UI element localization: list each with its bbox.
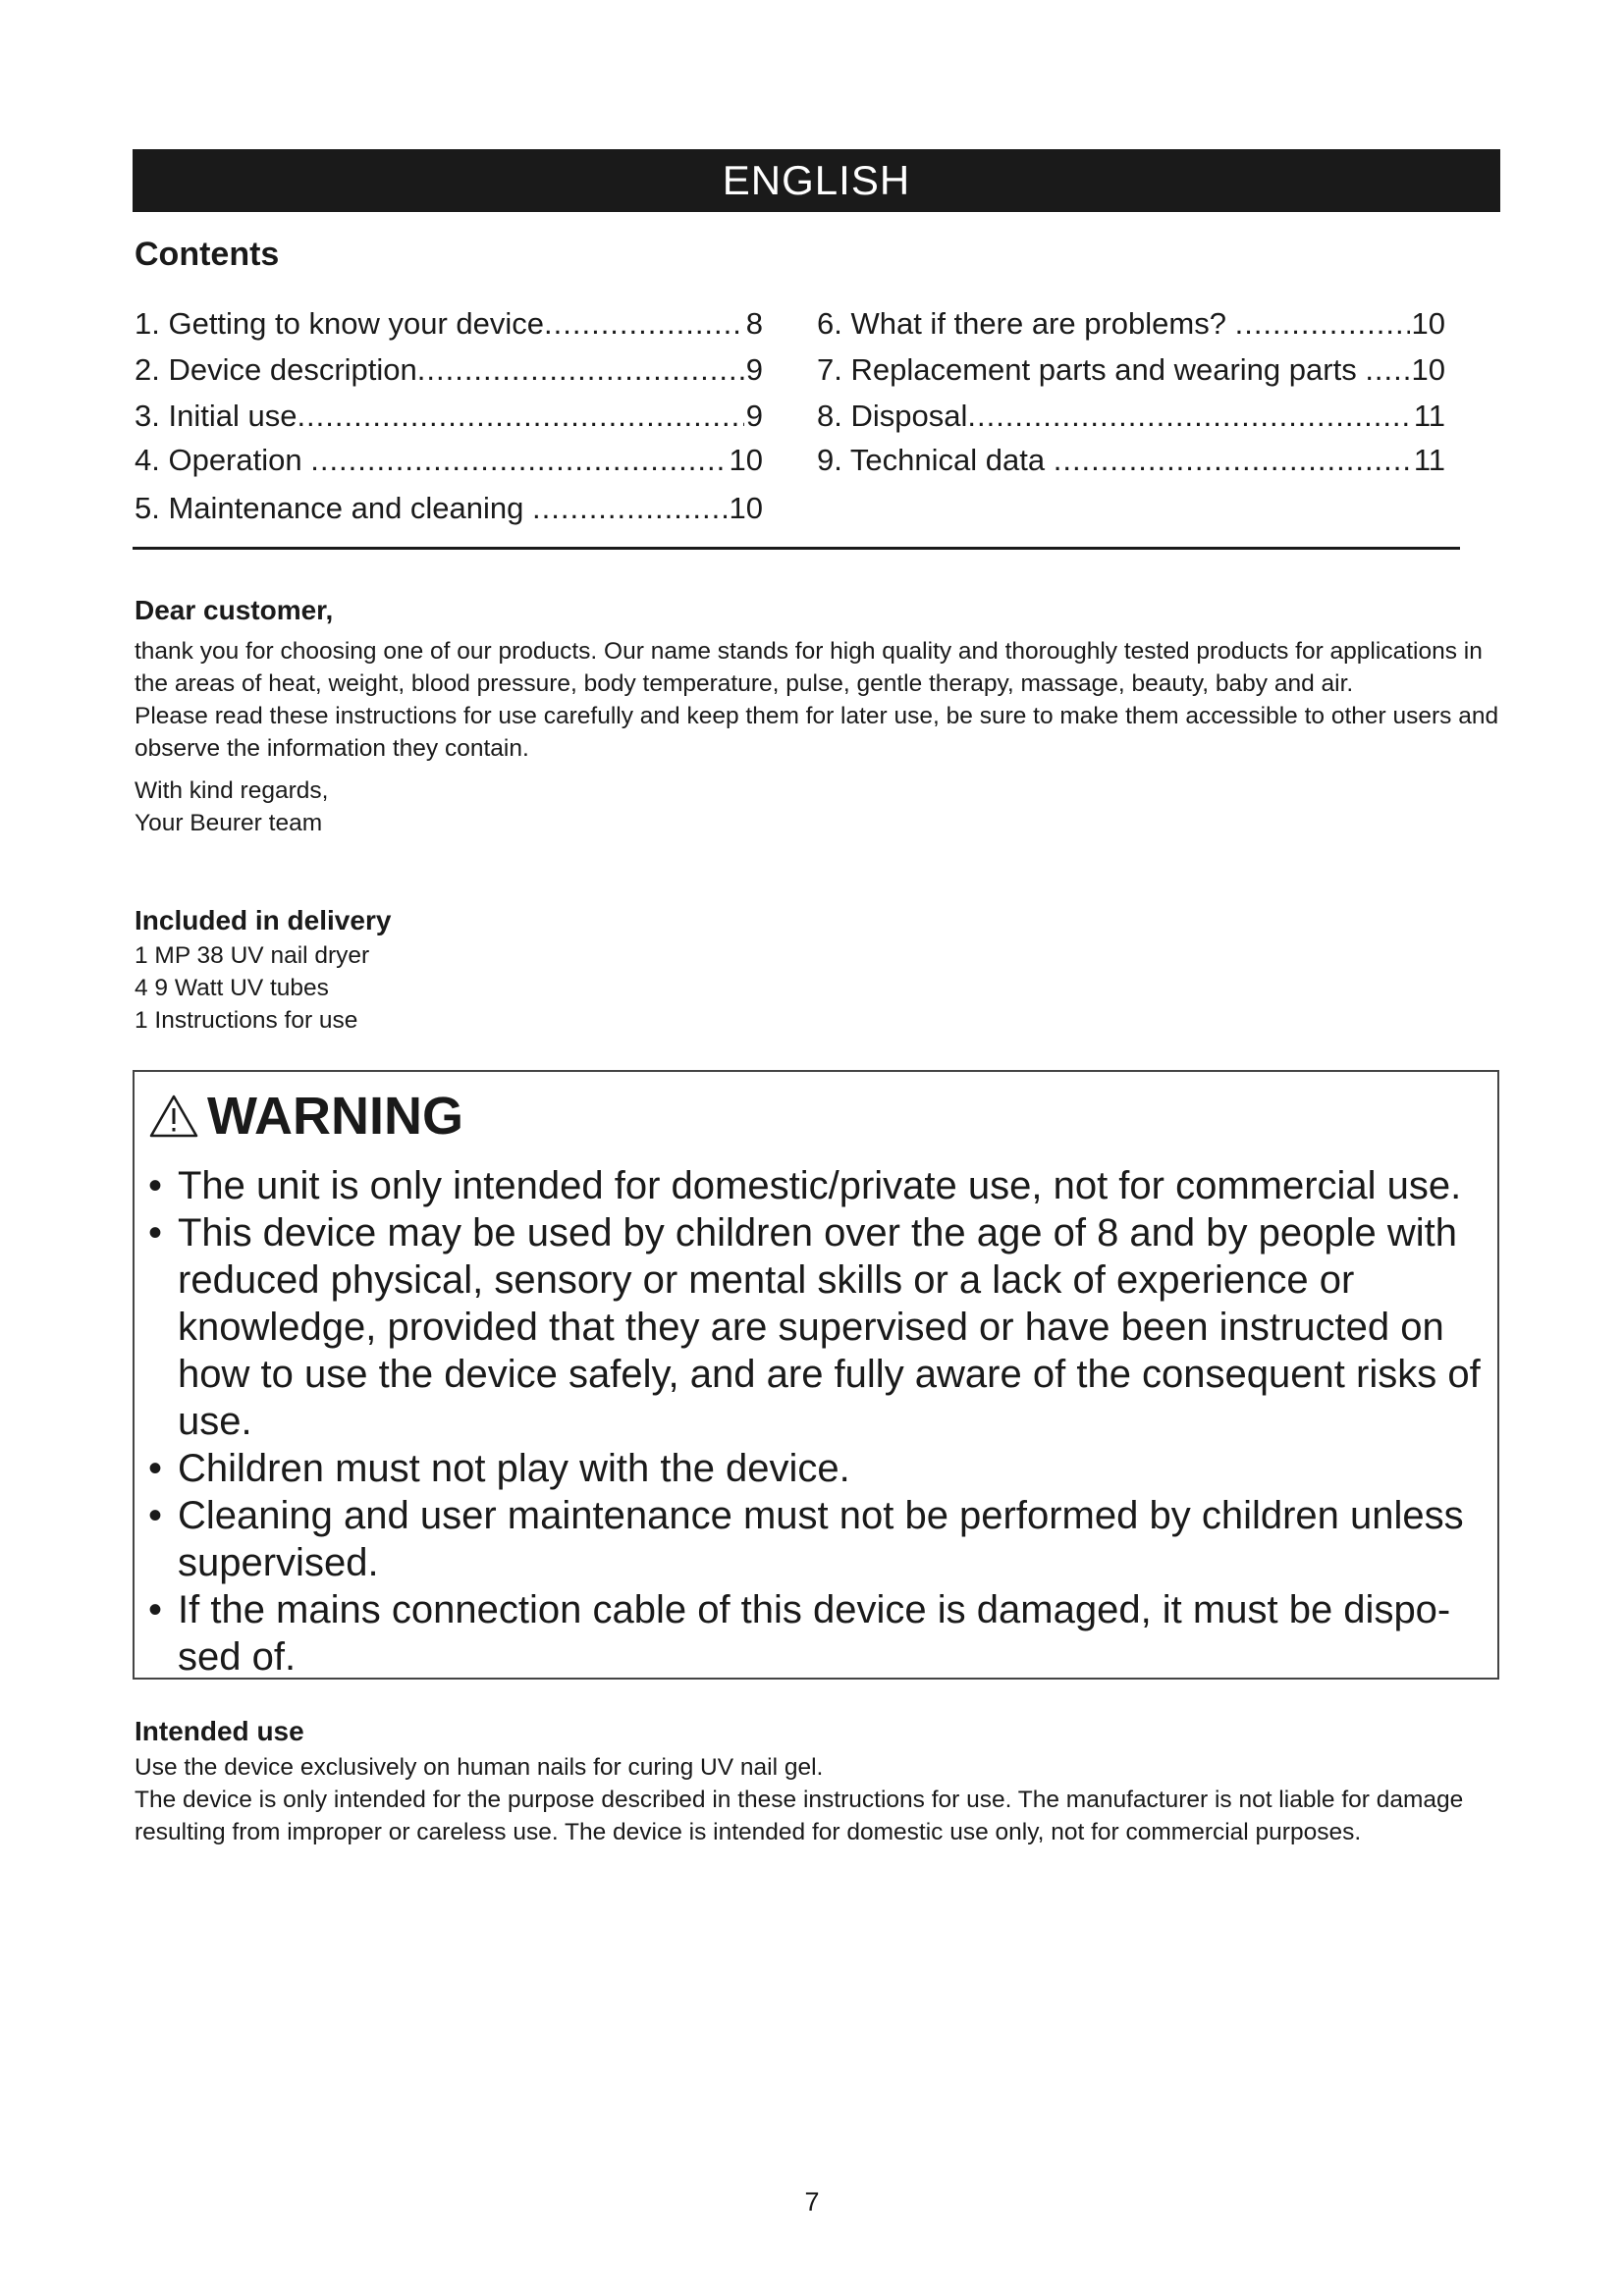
toc-item[interactable]: 5. Maintenance and cleaning ..... 10	[135, 491, 763, 535]
section-divider	[133, 547, 1460, 550]
toc-left	[135, 306, 763, 535]
regards-signature: Your Beurer team	[135, 810, 323, 836]
warning-item: • If the mains connection cable of this device is damaged, it must be dispo-sed of.	[148, 1588, 1451, 1679]
warning-box	[133, 1070, 1499, 1680]
toc-item[interactable]: 6. What if there are problems? ..... 10	[817, 306, 1445, 352]
bullet-icon: •	[148, 1588, 163, 1631]
intro-paragraph: Please read these instructions for use carefully and keep them for later use, be sure to make them accessible to other users and observe the information they contain.	[135, 703, 1499, 762]
toc-item[interactable]: 9. Technical data ..... 11	[817, 443, 1445, 491]
language-banner: ENGLISH	[133, 149, 1500, 212]
toc-item[interactable]: 1. Getting to know your device ..... 8	[135, 306, 763, 352]
warning-triangle-icon	[148, 1094, 199, 1139]
warning-title-text: WARNING	[207, 1087, 463, 1146]
toc-item[interactable]: 2. Device description ..... 9	[135, 352, 763, 399]
warning-title	[148, 1086, 463, 1147]
dear-customer-heading: Dear customer,	[135, 595, 334, 625]
warning-item: • Children must not play with the device.	[148, 1447, 850, 1490]
bullet-icon: •	[148, 1211, 163, 1255]
list-item: 1 Instructions for use	[135, 1007, 358, 1034]
regards-line: With kind regards,	[135, 777, 329, 804]
contents-heading: Contents	[135, 236, 280, 273]
intro-text	[135, 635, 1499, 839]
bullet-icon: •	[148, 1494, 163, 1537]
list-item: 1 MP 38 UV nail dryer	[135, 942, 370, 969]
warning-item: • Cleaning and user maintenance must not be performed by children unless supervised.	[148, 1494, 1464, 1584]
intended-use-text	[135, 1751, 1499, 1848]
delivery-heading: Included in delivery	[135, 905, 392, 935]
warning-item: • This device may be used by children over the age of 8 and by people with reduced physical, sensory or mental skills or a lack of experience or knowledge, provided that they are supervised or have been instructed on how to use the device safely, and are fully aware of the consequent risks of use.	[148, 1211, 1481, 1443]
warning-list	[148, 1162, 1493, 1681]
toc-item[interactable]: 8. Disposal ..... 11	[817, 399, 1445, 443]
list-item: 4 9 Watt UV tubes	[135, 975, 329, 1001]
intro-paragraph: thank you for choosing one of our products. Our name stands for high quality and thoroughly tested products for applications in the areas of heat, weight, blood pressure, body temperature, pulse, gentle therapy, massage, beauty, baby and air.	[135, 638, 1483, 697]
delivery-list	[135, 939, 724, 1037]
bullet-icon: •	[148, 1164, 163, 1207]
toc-item[interactable]: 7. Replacement parts and wearing parts ..... 10	[817, 352, 1445, 399]
toc-right	[817, 306, 1445, 491]
intended-use-heading: Intended use	[135, 1716, 304, 1746]
toc-item[interactable]: 4. Operation ..... 10	[135, 443, 763, 491]
warning-item: • The unit is only intended for domestic/private use, not for commercial use.	[148, 1164, 1462, 1207]
bullet-icon: •	[148, 1447, 163, 1490]
page-number: 7	[804, 2187, 820, 2216]
intended-paragraph: The device is only intended for the purpose described in these instructions for use. The manufacturer is not liable for damage resulting from improper or careless use. The device is intended for domestic use only, not for commercial purposes.	[135, 1787, 1464, 1845]
toc-item[interactable]: 3. Initial use ..... 9	[135, 399, 763, 443]
intended-paragraph: Use the device exclusively on human nails for curing UV nail gel.	[135, 1754, 824, 1781]
